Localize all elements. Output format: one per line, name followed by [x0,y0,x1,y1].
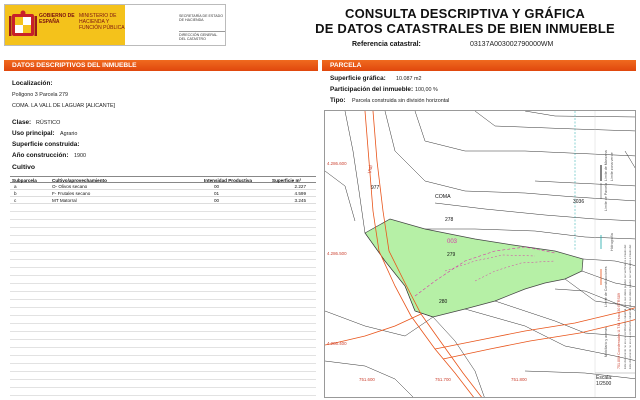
map-drawing [325,111,636,398]
cadastral-reference-label: Referencia catastral: [352,41,421,48]
column-header: Subparcela [12,177,37,183]
blank-line [10,356,316,364]
blank-line [10,204,316,212]
government-logo-block [4,4,226,46]
area-cell: 3.245 [294,197,306,203]
verification-note-1: Este documento no es una certificación catastral, pero sus datos pueden ser verificados a través del [623,244,627,369]
crop-section-title: Cultivo [12,164,36,171]
parcel-label-278: 278 [445,217,454,223]
subparcel-cell: c [14,197,17,203]
blank-line [10,268,316,276]
utm-coordinates-note: 751.800 Coordenadas U.T.M. Huso 30 ETRS89 [617,293,621,369]
blank-line [10,220,316,228]
secretariat-name: SECRETARÍA DE ESTADO DE HACIENDA [179,14,223,23]
table-row [10,190,316,197]
blank-line [10,308,316,316]
area-cell: 4.599 [294,190,306,196]
location-line-2: COMA. LA VALL DE LAGUAR [ALICANTE] [12,103,116,109]
parcel-label-977: 977 [371,185,380,191]
main-use-label: Uso principal: [12,130,55,137]
parcel-banner [322,60,636,71]
property-share-value: 100,00 % [415,87,438,93]
construction-year-value: 1900 [74,153,86,159]
table-row [10,197,316,204]
intensity-cell: 00 [214,183,220,189]
blank-line [10,276,316,284]
document-title [300,6,630,36]
blank-line [10,244,316,252]
blank-line [10,292,316,300]
title-line-1: CONSULTA DESCRIPTIVA Y GRÁFICA [344,6,585,21]
crop-table [10,176,316,204]
legend-hydrography: Hidrografía [610,233,614,251]
subparcel-cell: a [14,183,17,189]
ministry-name: MINISTERIO DE HACIENDA Y FUNCIÓN PÚBLICA [79,13,125,31]
intensity-cell: 01 [214,190,220,196]
scale-value: 1/2500 [596,381,612,387]
crop-cell: F- Frutales secano [52,190,91,196]
blank-line [10,388,316,396]
descriptive-data-banner [4,60,318,71]
table-row [10,183,316,190]
utm-x-label: 751.800 [511,377,527,382]
blank-line [10,364,316,372]
blank-line [10,236,316,244]
blank-line [10,372,316,380]
legend-block-boundary: Límite de Manzana [604,150,608,181]
area-cell: 2.227 [294,183,306,189]
banner-text-bold: INMUEBLE [102,62,137,69]
banner-text: DATOS DESCRIPTIVOS DEL [12,62,103,69]
crop-cell: O- Olivos secano [52,183,88,189]
subparcel-label-003: 003 [447,239,458,245]
column-header: Superficie m² [272,177,302,183]
government-name: GOBIERNO DE ESPAÑA [39,13,75,25]
descriptive-data-panel [4,72,318,398]
town-label: COMA [435,194,451,200]
map-scale [596,375,612,387]
verification-note-2: Este documento no es una certificación catastral, pero sus datos pueden ser verificados a través del [628,244,632,369]
class-label: Clase: [12,119,32,126]
coat-of-arms-icon [9,10,37,40]
construction-year-label: Año construcción: [12,152,69,159]
table-header-row [10,176,316,183]
parcel-label-280: 280 [439,299,448,305]
column-header: Intensidad Productiva [204,177,252,183]
blank-line [10,348,316,356]
type-value: Parcela construida sin división horizontal [352,98,450,104]
location-line-1: Polígono 3 Parcela 279 [12,92,69,98]
secretariat-block [129,5,225,45]
title-line-2: DE DATOS CATASTRALES DE BIEN INMUEBLE [315,21,615,36]
blank-line [10,284,316,292]
directorate-name: DIRECCIÓN GENERAL DEL CATASTRO [179,31,225,41]
road-label: Vial [367,164,375,175]
graphic-area-value: 10.087 m2 [396,76,422,82]
utm-y-label: 4.286.400 [327,341,347,346]
built-area-label: Superficie construida: [12,141,80,148]
blank-line [10,228,316,236]
intensity-cell: 00 [214,197,220,203]
utm-y-label: 4.286.500 [327,251,347,256]
cadastral-reference-value: 03137A003002790000WM [470,41,554,48]
utm-x-label: 751.600 [359,377,375,382]
type-label: Tipo: [330,97,346,104]
class-value: RÚSTICO [36,120,61,126]
parcel-label-3036: 3036 [573,199,585,205]
legend-construction-boundary: Límite de Construcciones [604,266,608,307]
page-header [0,0,640,58]
blank-line [10,332,316,340]
legend-furniture: Mobiliario y aceras [604,327,608,357]
banner-text: PARCELA [330,62,362,69]
subparcel-cell: b [14,190,17,196]
blank-line [10,300,316,308]
blank-line [10,252,316,260]
blank-line [10,324,316,332]
legend-green-zone: Límite zona verde [610,152,614,181]
utm-x-label: 751.700 [435,377,451,382]
parcel-label-279: 279 [447,252,456,258]
blank-line [10,340,316,348]
scale-label: Escala: [596,375,613,381]
legend-parcel-boundary: Límite de Parcela [604,183,608,211]
location-label: Localización: [12,80,53,87]
blank-line [10,316,316,324]
column-header: Cultivo/aprovechamiento [52,177,107,183]
government-banner [5,5,125,45]
blank-line [10,212,316,220]
graphic-area-label: Superficie gráfica: [330,75,386,82]
main-use-value: Agrario [60,131,78,137]
crop-cell: MT Matorral [52,197,77,203]
blank-table-area [10,204,316,400]
cadastral-map[interactable] [324,110,636,398]
blank-line [10,260,316,268]
blank-line [10,396,316,400]
utm-y-label: 4.286.600 [327,161,347,166]
property-share-label: Participación del inmueble: [330,86,414,93]
blank-line [10,380,316,388]
